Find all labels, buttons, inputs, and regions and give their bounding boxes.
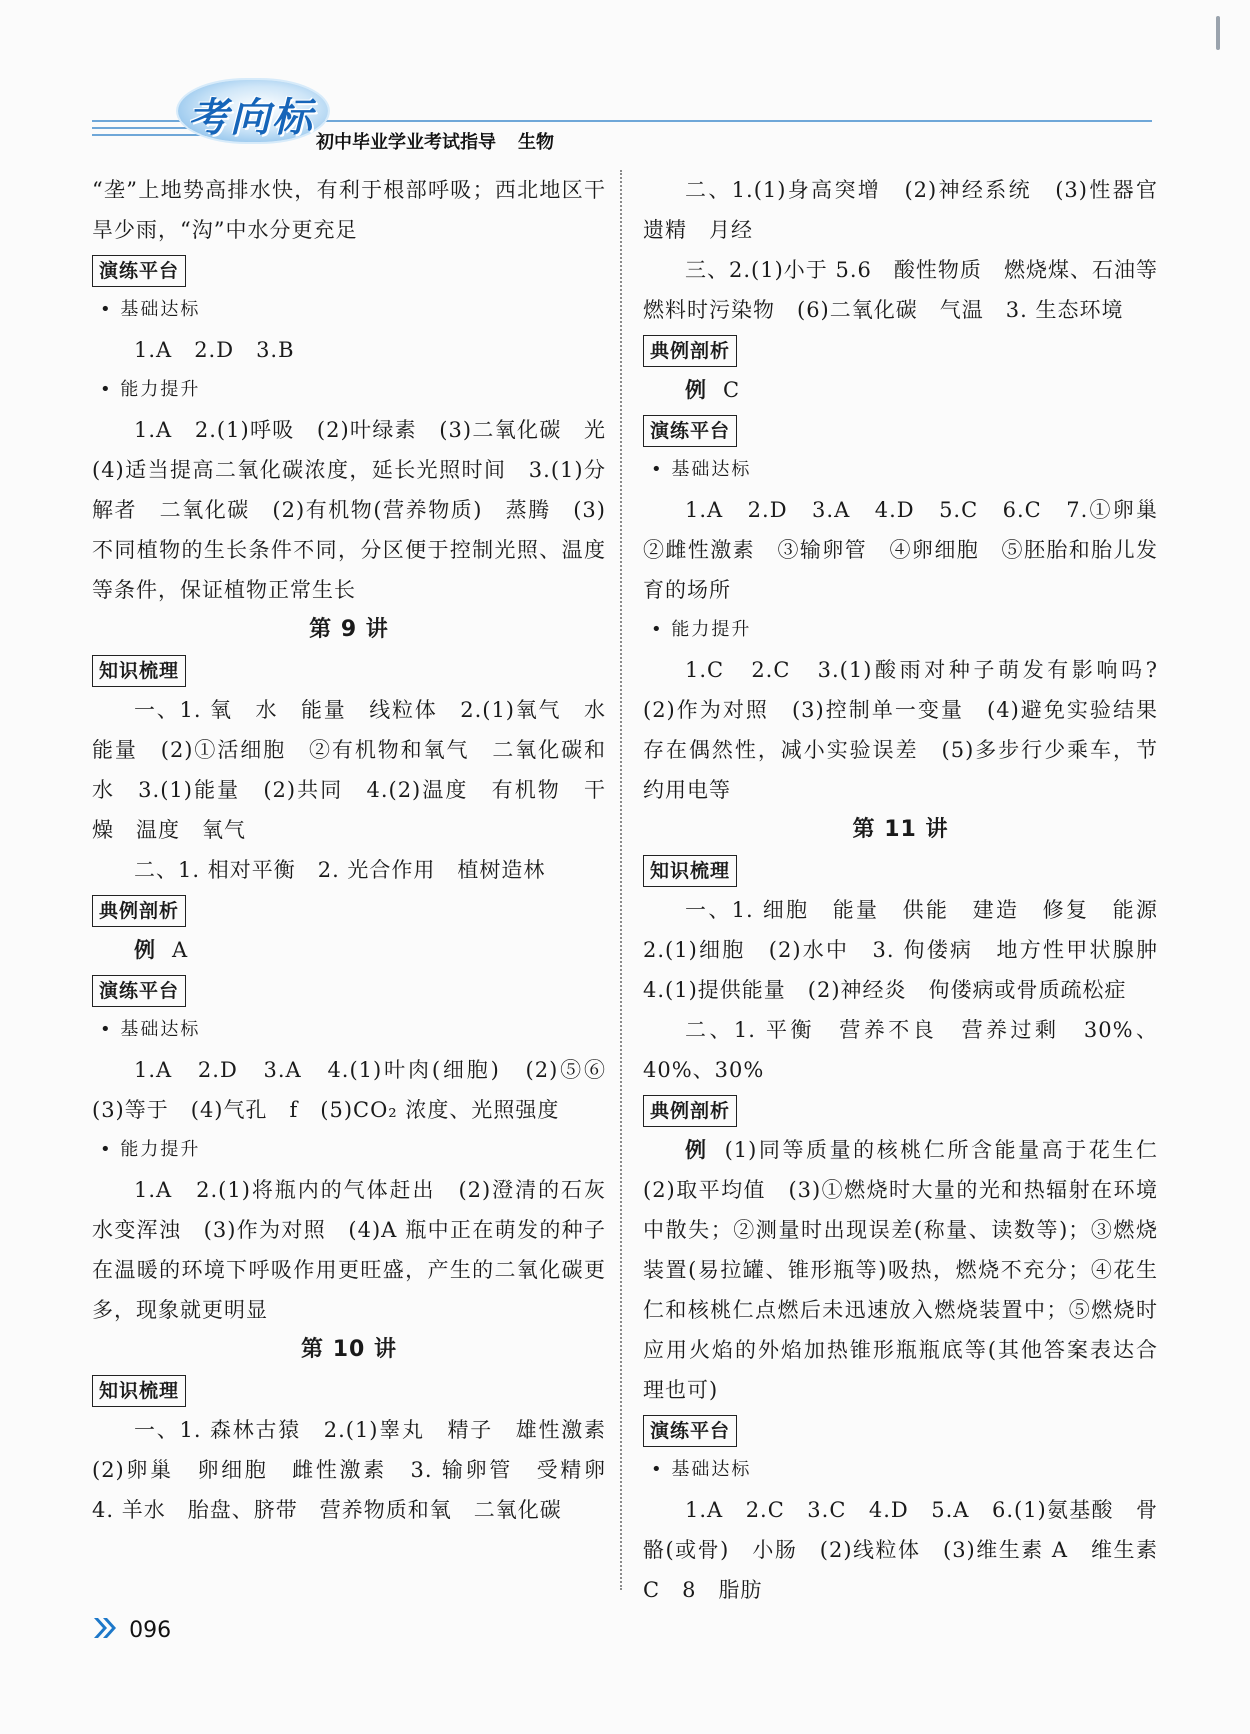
subheading-basic: • 基础达标 — [100, 299, 201, 320]
example-answer — [643, 1130, 1181, 1410]
page-header — [0, 0, 1250, 160]
example-value: C — [723, 378, 741, 402]
section-heading-knowledge: 知识梳理 — [643, 855, 737, 887]
section-heading-knowledge: 知识梳理 — [92, 1375, 186, 1407]
answer-text: 1.A 2.(1)呼吸 (2)叶绿素 (3)二氧化碳 光 (4)适当提高二氧化碳浓度，延长光照时间 3.(1)分解者 二氧化碳 (2)有机物(营养物质) 蒸腾 (3)不同植物的生长条件不同，分区便于控制光照、温度等条件，保证植物正常生长 — [92, 418, 628, 602]
answer-text: 一、1. 氧 水 能量 线粒体 2.(1)氧气 水 能量 (2)①活细胞 ②有机物和氧气 二氧化碳和水 3.(1)能量 (2)共同 4.(2)温度 有机物 干燥 温度 氧气 — [92, 698, 628, 842]
scan-edge-mark — [1216, 16, 1220, 50]
lecture-title: 第 11 讲 — [852, 817, 949, 842]
right-column — [643, 170, 1181, 1610]
answer-text: 二、1.(1)身高突增 (2)神经系统 (3)性器官 遗精 月经 — [643, 178, 1180, 242]
series-name: 初中毕业学业考试指导 — [316, 132, 496, 153]
column-divider — [620, 170, 622, 1590]
section-heading-example: 典例剖析 — [92, 895, 186, 927]
answer-text: 1.A 2.D 3.A 4.(1)叶肉(细胞) (2)⑤⑥ (3)等于 (4)气孔 f (5)CO₂ 浓度、光照强度 — [92, 1058, 628, 1122]
example-value: A — [172, 938, 189, 962]
section-heading-example: 典例剖析 — [643, 335, 737, 367]
double-chevron-icon — [92, 1616, 118, 1644]
subheading-ability: • 能力提升 — [100, 1139, 201, 1160]
subheading-ability: • 能力提升 — [651, 619, 752, 640]
subject-name: 生物 — [518, 132, 554, 153]
section-heading-knowledge: 知识梳理 — [92, 655, 186, 687]
page-footer — [92, 1616, 171, 1644]
page-number: 096 — [129, 1617, 172, 1643]
example-label: 例 — [685, 1138, 709, 1162]
answer-text: 1.A 2.C 3.C 4.D 5.A 6.(1)氨基酸 骨骼(或骨) 小肠 (2)线粒体 (3)维生素 A 维生素 C 8 脂肪 — [643, 1498, 1158, 1602]
example-value: (1)同等质量的核桃仁所含能量高于花生仁 (2)取平均值 (3)①燃烧时大量的光和热辐射在环境中散失；②测量时出现误差(称量、读数等)；③燃烧装置(易拉罐、锥形瓶等)吸热，燃烧不充分；④花生仁和核桃仁点燃后未迅速放入燃烧装置中；⑤燃烧时应用火焰的外焰加热锥形瓶瓶底等(其他答案表达合理也可) — [643, 1138, 1181, 1402]
subheading-ability: • 能力提升 — [100, 379, 201, 400]
section-heading-practice: 演练平台 — [92, 255, 186, 287]
answer-text: 三、2.(1)小于 5.6 酸性物质 燃烧煤、石油等燃料时污染物 (6)二氧化碳 气温 3. 生态环境 — [643, 258, 1158, 322]
answer-text: 一、1. 森林古猿 2.(1)睾丸 精子 雄性激素 (2)卵巢 卵细胞 雌性激素 3. 输卵管 受精卵 4. 羊水 胎盘、脐带 营养物质和氧 二氧化碳 — [92, 1418, 628, 1522]
subheading-basic: • 基础达标 — [651, 1459, 752, 1480]
answer-text: 1.C 2.C 3.(1)酸雨对种子萌发有影响吗? (2)作为对照 (3)控制单一变量 (4)避免实验结果存在偶然性，减小实验误差 (5)多步行少乘车，节约用电等 — [643, 658, 1180, 802]
subheading-basic: • 基础达标 — [651, 459, 752, 480]
lecture-title: 第 9 讲 — [309, 617, 389, 642]
book-title — [316, 128, 554, 154]
lecture-title: 第 10 讲 — [301, 1337, 397, 1362]
answer-text: 二、1. 平衡 营养不良 营养过剩 30%、40%、30% — [643, 1018, 1158, 1082]
section-heading-practice: 演练平台 — [643, 1415, 737, 1447]
example-label: 例 — [685, 378, 707, 402]
series-logo-text: 考向标 — [188, 95, 314, 141]
subheading-basic: • 基础达标 — [100, 1019, 201, 1040]
answer-text: 二、1. 相对平衡 2. 光合作用 植树造林 — [134, 858, 546, 882]
paragraph: “垄”上地势高排水快，有利于根部呼吸；西北地区干旱少雨，“沟”中水分更充足 — [92, 178, 606, 242]
example-answer — [643, 370, 1158, 410]
example-label: 例 — [134, 938, 156, 962]
section-heading-practice: 演练平台 — [92, 975, 186, 1007]
answer-text: 一、1. 细胞 能量 供能 建造 修复 能源 2.(1)细胞 (2)水中 3. 佝偻病 地方性甲状腺肿 4.(1)提供能量 (2)神经炎 佝偻病或骨质疏松症 — [643, 898, 1180, 1002]
section-heading-practice: 演练平台 — [643, 415, 737, 447]
answer-text: 1.A 2.D 3.A 4.D 5.C 6.C 7.①卵巢 ②雌性激素 ③输卵管 ④卵细胞 ⑤胚胎和胎儿发育的场所 — [643, 498, 1180, 602]
answer-text: 1.A 2.(1)将瓶内的气体赶出 (2)澄清的石灰水变浑浊 (3)作为对照 (4)A 瓶中正在萌发的种子在温暖的环境下呼吸作用更旺盛，产生的二氧化碳更多，现象就更明显 — [92, 1178, 606, 1322]
section-heading-example: 典例剖析 — [643, 1095, 737, 1127]
answer-text: 1.A 2.D 3.B — [134, 338, 295, 362]
left-column — [92, 170, 628, 1530]
example-answer — [92, 930, 606, 970]
